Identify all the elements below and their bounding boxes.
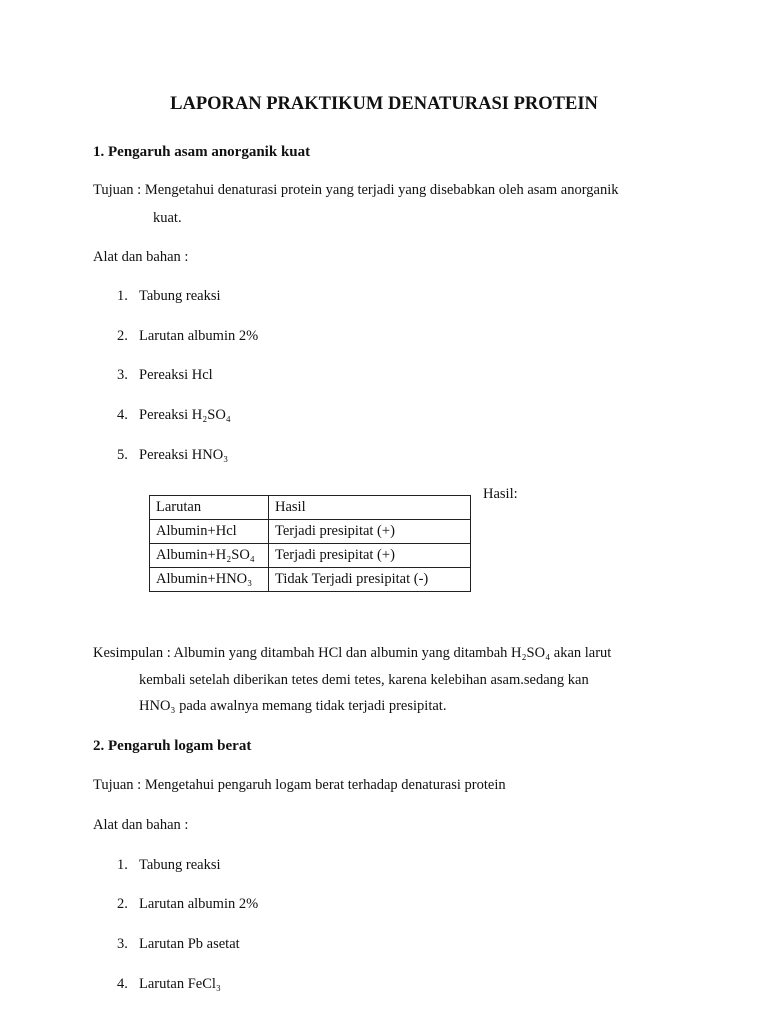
list-item-text: Tabung reaksi — [139, 857, 221, 873]
table-cell: Albumin+Hcl — [150, 520, 269, 544]
table-row — [150, 520, 471, 544]
list-item-number: 3. — [117, 936, 128, 952]
table-header-row — [150, 496, 471, 520]
page-title: LAPORAN PRAKTIKUM DENATURASI PROTEIN — [170, 94, 598, 114]
list-item-number: 3. — [117, 367, 128, 383]
list-item-text: Larutan FeCl₃ — [139, 976, 221, 992]
list-item-number: 1. — [117, 288, 128, 304]
table-row — [150, 544, 471, 568]
hasil-label: Hasil: — [483, 486, 518, 502]
list-item-number: 2. — [117, 328, 128, 344]
table-header-cell: Hasil — [269, 496, 471, 520]
list-item — [117, 288, 221, 305]
list-item-number: 2. — [117, 896, 128, 912]
list-item-number: 1. — [117, 857, 128, 873]
list-item-number: 4. — [117, 407, 128, 423]
list-item — [117, 896, 258, 913]
section1-tujuan-line1: Tujuan : Mengetahui denaturasi protein yang terjadi yang disebabkan oleh asam anorganik — [93, 182, 619, 198]
list-item — [117, 936, 240, 953]
section2-alat-label: Alat dan bahan : — [93, 817, 189, 833]
list-item — [117, 367, 213, 384]
list-item-text: Larutan albumin 2% — [139, 328, 259, 344]
table-cell: Albumin+H₂SO₄ — [150, 544, 269, 568]
kesimpulan-line3: HNO₃ pada awalnya memang tidak terjadi presipitat. — [139, 698, 447, 714]
list-item — [117, 857, 221, 874]
list-item — [117, 407, 231, 424]
list-item-text: Pereaksi H₂SO₄ — [139, 407, 231, 423]
list-item-number: 4. — [117, 976, 128, 992]
list-item-text: Pereaksi Hcl — [139, 367, 213, 383]
table-cell: Tidak Terjadi presipitat (-) — [269, 568, 471, 592]
table-row — [150, 568, 471, 592]
list-item — [117, 447, 228, 464]
section2-heading: 2. Pengaruh logam berat — [93, 738, 252, 754]
table-cell: Terjadi presipitat (+) — [269, 544, 471, 568]
list-item — [117, 328, 258, 345]
results-table — [149, 495, 471, 592]
section2-tujuan: Tujuan : Mengetahui pengaruh logam berat terhadap denaturasi protein — [93, 777, 506, 793]
section1-alat-label: Alat dan bahan : — [93, 249, 189, 265]
table-cell: Albumin+HNO₃ — [150, 568, 269, 592]
list-item — [117, 976, 221, 993]
list-item-text: Pereaksi HNO₃ — [139, 447, 229, 463]
section1-heading: 1. Pengaruh asam anorganik kuat — [93, 144, 311, 160]
table-cell: Terjadi presipitat (+) — [269, 520, 471, 544]
list-item-number: 5. — [117, 447, 128, 463]
list-item-text: Larutan Pb asetat — [139, 936, 240, 952]
table-header-cell: Larutan — [150, 496, 269, 520]
kesimpulan-line1: Kesimpulan : Albumin yang ditambah HCl dan albumin yang ditambah H₂SO₄ akan larut — [93, 645, 612, 661]
kesimpulan-line2: kembali setelah diberikan tetes demi tetes, karena kelebihan asam.sedang kan — [139, 672, 589, 688]
section1-tujuan-line2: kuat. — [153, 210, 182, 226]
list-item-text: Larutan albumin 2% — [139, 896, 259, 912]
list-item-text: Tabung reaksi — [139, 288, 221, 304]
